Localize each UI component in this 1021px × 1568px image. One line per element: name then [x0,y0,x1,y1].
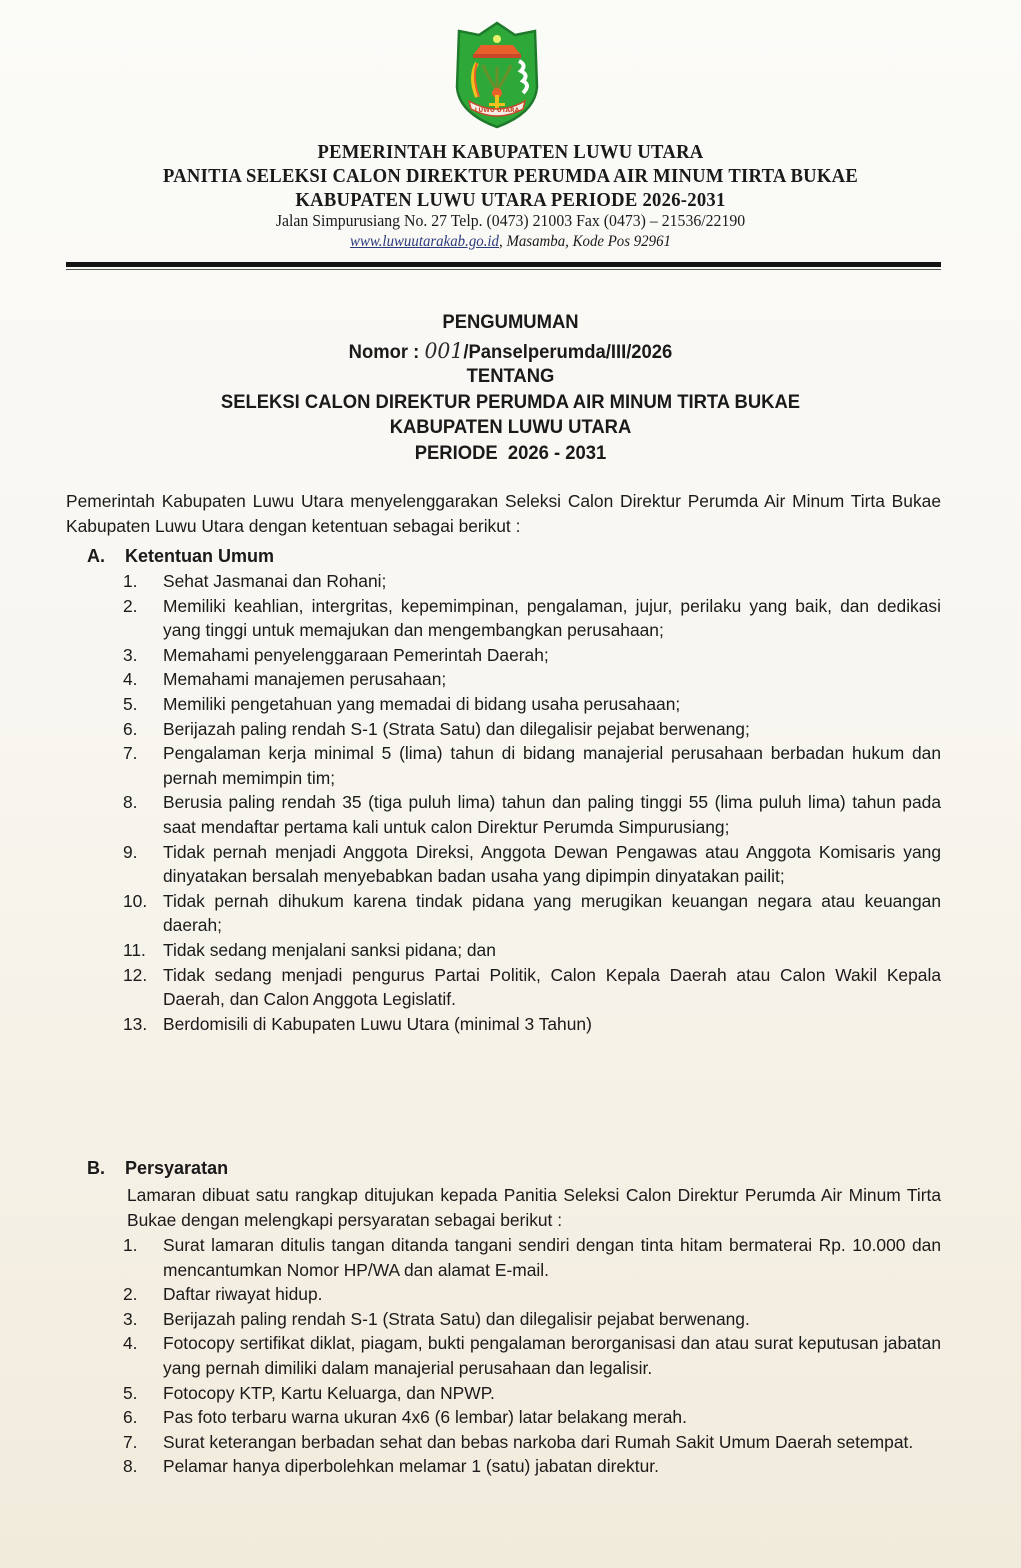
item-number: 11. [123,939,146,960]
general-provisions-list [123,569,941,1036]
item-number: 13. [123,1013,148,1034]
item-number: 9. [123,841,138,862]
item-text: Tidak sedang menjalani sanksi pidana; dan [163,939,496,960]
number-label: Nomor : [348,342,425,363]
list-item [123,594,941,643]
item-text: Surat keterangan berbadan sehat dan bebas narkoba dari Rumah Sakit Umum Daerah setempat. [163,1431,914,1452]
item-number: 10. [123,890,148,911]
item-text: Sehat Jasmanai dan Rohani; [163,571,387,591]
letterhead-divider-thick [66,262,941,267]
item-text: Berusia paling rendah 35 (tiga puluh lima) tahun dan paling tinggi 55 (lima puluh lima) tahun pada saat mendaftar pertama kali untuk calon Direktur Perumda Simpurusiang; [163,792,941,837]
letterhead-contact [36,233,986,251]
letterhead-divider-thin [66,269,941,270]
item-text: Daftar riwayat hidup. [163,1284,323,1305]
item-text: Memahami penyelenggaraan Pemerintah Daerah; [163,644,549,665]
item-text: Memahami manajemen perusahaan; [163,669,447,690]
list-item [123,1454,941,1479]
item-number: 2. [123,1284,138,1305]
item-text: Pengalaman kerja minimal 5 (lima) tahun di bidang manajerial perusahaan berbadan hukum dan pernah memimpin tim; [163,743,941,788]
list-item [123,1012,941,1037]
item-number: 2. [123,595,138,616]
item-number: 4. [123,1333,138,1354]
letterhead-period: KABUPATEN LUWU UTARA PERIODE 2026-2031 [295,189,726,211]
item-number: 8. [123,1456,138,1477]
list-item [123,889,941,938]
requirements-intro: Lamaran dibuat satu rangkap ditujukan kepada Panitia Seleksi Calon Direktur Perumda Air Minum Tirta Bukae dengan melengkapi persyaratan sebagai berikut : [127,1185,941,1230]
list-item [123,1307,941,1332]
section-a-title: Ketentuan Umum [125,546,275,566]
city-postcode: , Masamba, Kode Pos 92961 [499,233,671,250]
item-text: Tidak sedang menjadi pengurus Partai Politik, Calon Kepala Daerah atau Calon Wakil Kepala Daerah, dan Calon Anggota Legislatif. [163,964,941,1010]
emblem-banner-text: LUWU UTARA [474,107,520,114]
item-number: 8. [123,792,138,813]
list-item [123,1233,941,1282]
item-number: 3. [123,1308,138,1329]
item-number: 12. [123,964,148,985]
item-number: 5. [123,1382,138,1403]
list-item [123,667,941,692]
list-item [123,569,941,594]
section-b-letter: B. [87,1158,105,1178]
item-number: 1. [123,1235,138,1255]
list-item [123,717,941,742]
list-item [123,741,941,790]
list-item [123,1430,941,1455]
item-number: 3. [123,644,138,665]
website-link[interactable]: www.luwuutarakab.go.id [350,233,500,250]
item-number: 7. [123,1431,138,1452]
list-item [123,1282,941,1307]
item-number: 6. [123,1407,138,1428]
item-number: 1. [123,571,138,591]
list-item [123,1381,941,1406]
letterhead-government: PEMERINTAH KABUPATEN LUWU UTARA [317,141,704,163]
list-item [123,692,941,717]
item-text: Pas foto terbaru warna ukuran 4x6 (6 lembar) latar belakang merah. [163,1407,687,1428]
subject-line-1: SELEKSI CALON DIREKTUR PERUMDA AIR MINUM TIRTA BUKAE [220,392,801,413]
number-suffix: /Panselperumda/III/2026 [463,342,673,363]
item-number: 7. [123,743,138,764]
item-text: Surat lamaran ditulis tangan ditanda tangani sendiri dengan tinta hitam bermaterai Rp. 10.000 dan mencantumkan Nomor HP/WA dan alamat E-mail. [163,1235,941,1280]
about-label: TENTANG [466,366,555,387]
item-text: Berdomisili di Kabupaten Luwu Utara (minimal 3 Tahun) [163,1013,592,1034]
item-number: 5. [123,693,138,714]
list-item [123,1405,941,1430]
item-text: Berijazah paling rendah S-1 (Strata Satu) dan dilegalisir pejabat berwenang. [163,1308,750,1329]
subject-line-2: KABUPATEN LUWU UTARA [389,417,632,438]
item-text: Fotocopy KTP, Kartu Keluarga, dan NPWP. [163,1382,495,1403]
list-item [123,790,941,839]
item-text: Pelamar hanya diperbolehkan melamar 1 (satu) jabatan direktur. [163,1456,659,1477]
item-text: Memiliki keahlian, intergritas, kepemimpinan, pengalaman, jujur, perilaku yang baik, dan dedikasi yang tinggi untuk memajukan dan mengembangkan perusahaan; [163,595,941,641]
item-text: Berijazah paling rendah S-1 (Strata Satu) dan dilegalisir pejabat berwenang; [163,718,750,739]
list-item [123,643,941,668]
item-text: Fotocopy sertifikat diklat, piagam, bukti pengalaman berorganisasi dan atau surat keputusan jabatan yang pernah dimiliki dalam manajerial perusahaan dan legalisir. [163,1333,941,1378]
section-a-letter: A. [87,546,105,566]
announcement-number [15,339,1005,364]
item-text: Memiliki pengetahuan yang memadai di bidang usaha perusahaan; [163,693,681,714]
regency-emblem-icon [451,17,543,131]
letterhead-committee: PANITIA SELEKSI CALON DIREKTUR PERUMDA AIR MINUM TIRTA BUKAE [162,165,859,187]
intro-paragraph: Pemerintah Kabupaten Luwu Utara menyelenggarakan Seleksi Calon Direktur Perumda Air Minum Tirta Bukae Kabupaten Luwu Utara dengan ketentuan sebagai berikut : [66,491,941,536]
list-item [123,840,941,889]
item-text: Tidak pernah dihukum karena tindak pidana yang merugikan keuangan negara atau keuangan daerah; [163,890,941,936]
list-item [123,963,941,1012]
requirements-list [123,1233,941,1479]
list-item [123,938,941,963]
item-number: 6. [123,718,138,739]
item-number: 4. [123,669,138,690]
handwritten-number: 001 [424,339,464,363]
announcement-heading: PENGUMUMAN [442,312,579,333]
list-item [123,1331,941,1380]
item-text: Tidak pernah menjadi Anggota Direksi, Anggota Dewan Pengawas atau Anggota Komisaris yang dinyatakan bersalah menyebabkan badan usaha yang dipimpin dinyatakan pailit; [163,841,941,887]
section-b-title: Persyaratan [125,1158,229,1178]
subject-line-3: PERIODE 2026 - 2031 [414,443,607,464]
letterhead-address: Jalan Simpurusiang No. 27 Telp. (0473) 21003 Fax (0473) – 21536/22190 [275,211,746,230]
